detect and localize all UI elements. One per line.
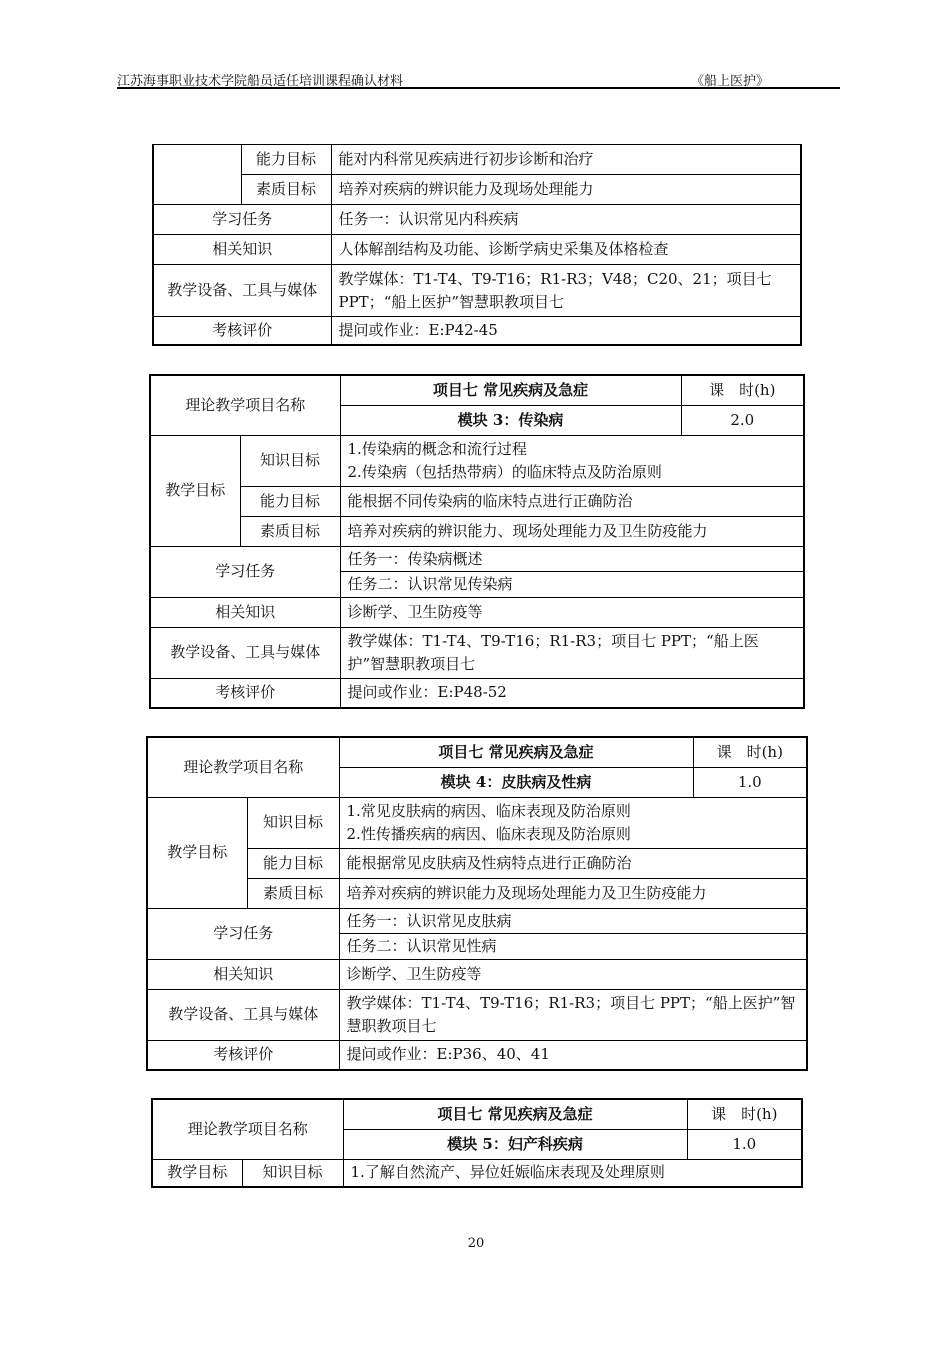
equipment-label: 教学设备、工具与媒体 xyxy=(153,265,331,317)
teaching-goals-label: 教学目标 xyxy=(152,1159,242,1187)
project-title: 项目七 常见疾病及急症 xyxy=(340,375,681,405)
hours-value: 1.0 xyxy=(693,767,807,797)
ability-goal-label: 能力目标 xyxy=(247,848,339,878)
teaching-goals-cell-continued xyxy=(153,145,241,205)
quality-goal-value: 培养对疾病的辨识能力及现场处理能力 xyxy=(331,175,801,205)
assessment-label: 考核评价 xyxy=(147,1040,339,1070)
teaching-goals-label: 教学目标 xyxy=(147,797,247,908)
module-title: 模块 4：皮肤病及性病 xyxy=(339,767,693,797)
assessment-value: 提问或作业：E:P48-52 xyxy=(340,678,804,708)
project-title: 项目七 常见疾病及急症 xyxy=(343,1099,687,1129)
related-knowledge-value: 诊断学、卫生防疫等 xyxy=(340,597,804,627)
related-knowledge-label: 相关知识 xyxy=(153,235,331,265)
table-module-4 xyxy=(146,736,808,1071)
table-module-2-continued xyxy=(152,144,802,346)
learning-task-label: 学习任务 xyxy=(153,205,331,235)
ability-goal-label: 能力目标 xyxy=(241,145,331,175)
quality-goal-value: 培养对疾病的辨识能力及现场处理能力及卫生防疫能力 xyxy=(339,878,807,908)
learning-task-value: 任务一：认识常见皮肤病 任务二：认识常见性病 xyxy=(339,908,807,959)
knowledge-goal-label: 知识目标 xyxy=(247,797,339,848)
equipment-label: 教学设备、工具与媒体 xyxy=(147,989,339,1040)
hours-value: 2.0 xyxy=(681,405,804,435)
equipment-value: 教学媒体：T1-T4、T9-T16；R1-R3；项目七 PPT；“船上医护”智慧职教项目七 xyxy=(339,989,807,1040)
learning-task-value: 任务一：传染病概述 任务二：认识常见传染病 xyxy=(340,546,804,597)
header-rule xyxy=(117,87,840,89)
assessment-value: 提问或作业：E:P42-45 xyxy=(331,317,801,345)
ability-goal-value: 能根据常见皮肤病及性病特点进行正确防治 xyxy=(339,848,807,878)
knowledge-goal-value: 1.传染病的概念和流行过程 2.传染病（包括热带病）的临床特点及防治原则 xyxy=(340,435,804,486)
ability-goal-label: 能力目标 xyxy=(240,486,340,516)
table-module-5 xyxy=(151,1098,803,1188)
knowledge-goal-label: 知识目标 xyxy=(240,435,340,486)
project-name-label: 理论教学项目名称 xyxy=(147,737,339,797)
knowledge-goal-value: 1.了解自然流产、异位妊娠临床表现及处理原则 xyxy=(343,1159,802,1187)
learning-task-value: 任务一：认识常见内科疾病 xyxy=(331,205,801,235)
table-module-3 xyxy=(149,374,805,709)
knowledge-goal-value: 1.常见皮肤病的病因、临床表现及防治原则 2.性传播疾病的病因、临床表现及防治原则 xyxy=(339,797,807,848)
project-title: 项目七 常见疾病及急症 xyxy=(339,737,693,767)
module-title: 模块 3：传染病 xyxy=(340,405,681,435)
equipment-value: 教学媒体：T1-T4、T9-T16；R1-R3；V48；C20、21；项目七PPT；“船上医护”智慧职教项目七 xyxy=(331,265,801,317)
quality-goal-label: 素质目标 xyxy=(241,175,331,205)
assessment-label: 考核评价 xyxy=(153,317,331,345)
hours-label: 课 时(h) xyxy=(681,375,804,405)
equipment-value: 教学媒体：T1-T4、T9-T16；R1-R3；项目七 PPT；“船上医护”智慧职教项目七 xyxy=(340,627,804,678)
ability-goal-value: 能对内科常见疾病进行初步诊断和治疗 xyxy=(331,145,801,175)
module-title: 模块 5：妇产科疾病 xyxy=(343,1129,687,1159)
project-name-label: 理论教学项目名称 xyxy=(152,1099,343,1159)
assessment-value: 提问或作业：E:P36、40、41 xyxy=(339,1040,807,1070)
learning-task-label: 学习任务 xyxy=(150,546,340,597)
related-knowledge-value: 诊断学、卫生防疫等 xyxy=(339,959,807,989)
equipment-label: 教学设备、工具与媒体 xyxy=(150,627,340,678)
ability-goal-value: 能根据不同传染病的临床特点进行正确防治 xyxy=(340,486,804,516)
assessment-label: 考核评价 xyxy=(150,678,340,708)
teaching-goals-label: 教学目标 xyxy=(150,435,240,546)
header-left: 江苏海事职业技术学院船员适任培训课程确认材料 xyxy=(117,74,404,89)
hours-value: 1.0 xyxy=(687,1129,802,1159)
related-knowledge-value: 人体解剖结构及功能、诊断学病史采集及体格检查 xyxy=(331,235,801,265)
related-knowledge-label: 相关知识 xyxy=(147,959,339,989)
page-number: 20 xyxy=(467,1236,485,1251)
quality-goal-value: 培养对疾病的辨识能力、现场处理能力及卫生防疫能力 xyxy=(340,516,804,546)
related-knowledge-label: 相关知识 xyxy=(150,597,340,627)
quality-goal-label: 素质目标 xyxy=(240,516,340,546)
quality-goal-label: 素质目标 xyxy=(247,878,339,908)
header-right: 《船上医护》 xyxy=(691,74,770,89)
project-name-label: 理论教学项目名称 xyxy=(150,375,340,435)
hours-label: 课 时(h) xyxy=(687,1099,802,1129)
learning-task-label: 学习任务 xyxy=(147,908,339,959)
knowledge-goal-label: 知识目标 xyxy=(242,1159,343,1187)
hours-label: 课 时(h) xyxy=(693,737,807,767)
